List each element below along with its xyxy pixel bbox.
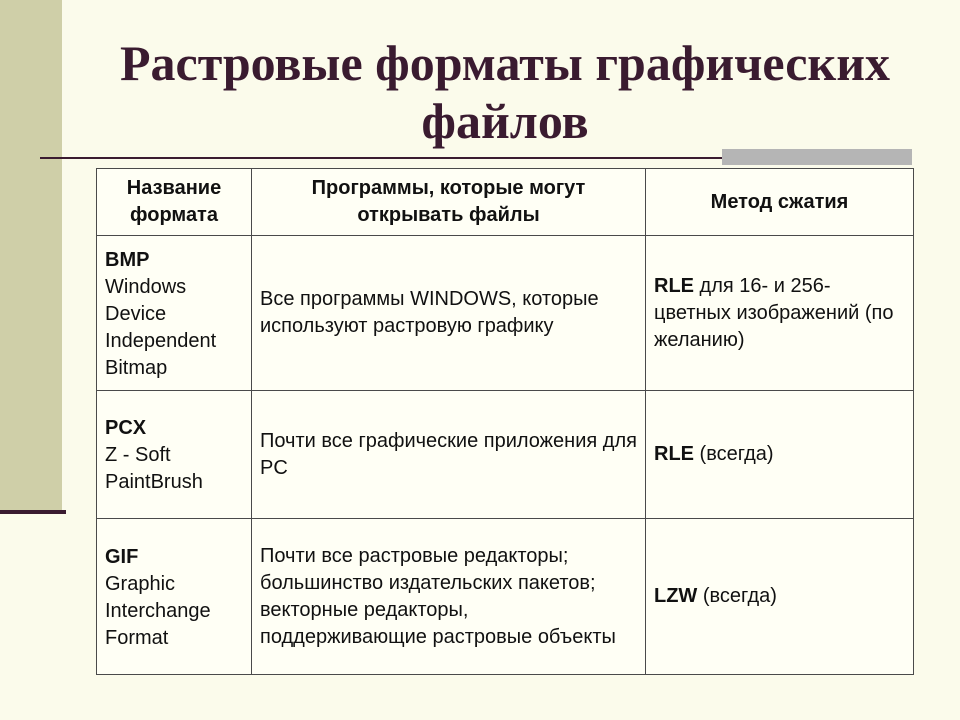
method-cell-gif — [646, 519, 914, 675]
method-note: для 16- и 256-цветных изображений (по желанию) — [654, 274, 894, 351]
format-description-line: Device — [105, 302, 167, 325]
slide-title-line-1: Растровые форматы графических — [119, 35, 891, 91]
header-compression-method: Метод сжатия — [646, 169, 914, 236]
format-description-line: Independent — [105, 329, 217, 352]
format-description-line: Z - Soft — [105, 444, 171, 466]
method-cell-pcx — [646, 391, 914, 519]
format-description-line: Windows — [105, 275, 187, 298]
format-name: GIF — [105, 545, 139, 568]
format-name: PCX — [105, 417, 147, 439]
slide-title-line-2: файлов — [421, 93, 589, 149]
table-row — [97, 236, 914, 391]
method-name: RLE — [654, 274, 694, 297]
format-name: BMP — [105, 248, 150, 271]
header-programs: Программы, которые могут открывать файлы — [252, 169, 646, 236]
programs-cell-bmp: Все программы WINDOWS, которые используют растровую графику — [252, 236, 646, 391]
table-header-row — [97, 169, 914, 236]
slide-title — [70, 34, 940, 150]
programs-cell-gif: Почти все растровые редакторы; большинство издательских пакетов; векторные редакторы, поддерживающие растровые объекты — [252, 519, 646, 675]
method-note: (всегда) — [697, 585, 777, 607]
header-format-name: Название формата — [97, 169, 252, 236]
format-description-line: Bitmap — [105, 356, 168, 379]
format-cell-gif — [97, 519, 252, 675]
left-band-underline — [0, 510, 66, 514]
format-cell-bmp — [97, 236, 252, 391]
left-decorative-band — [0, 0, 62, 512]
programs-cell-pcx: Почти все графические приложения для PC — [252, 391, 646, 519]
format-description-line: Interchange — [105, 599, 211, 622]
format-description-line: Graphic — [105, 572, 176, 595]
method-cell-bmp — [646, 236, 914, 391]
title-accent-bar — [722, 149, 912, 165]
format-description-line: Format — [105, 626, 169, 649]
table-row — [97, 519, 914, 675]
raster-formats-table — [96, 168, 914, 675]
format-description-line: PaintBrush — [105, 471, 203, 493]
format-cell-pcx — [97, 391, 252, 519]
method-name: RLE — [654, 443, 694, 465]
method-note: (всегда) — [694, 443, 774, 465]
method-name: LZW — [654, 585, 698, 607]
table-row — [97, 391, 914, 519]
